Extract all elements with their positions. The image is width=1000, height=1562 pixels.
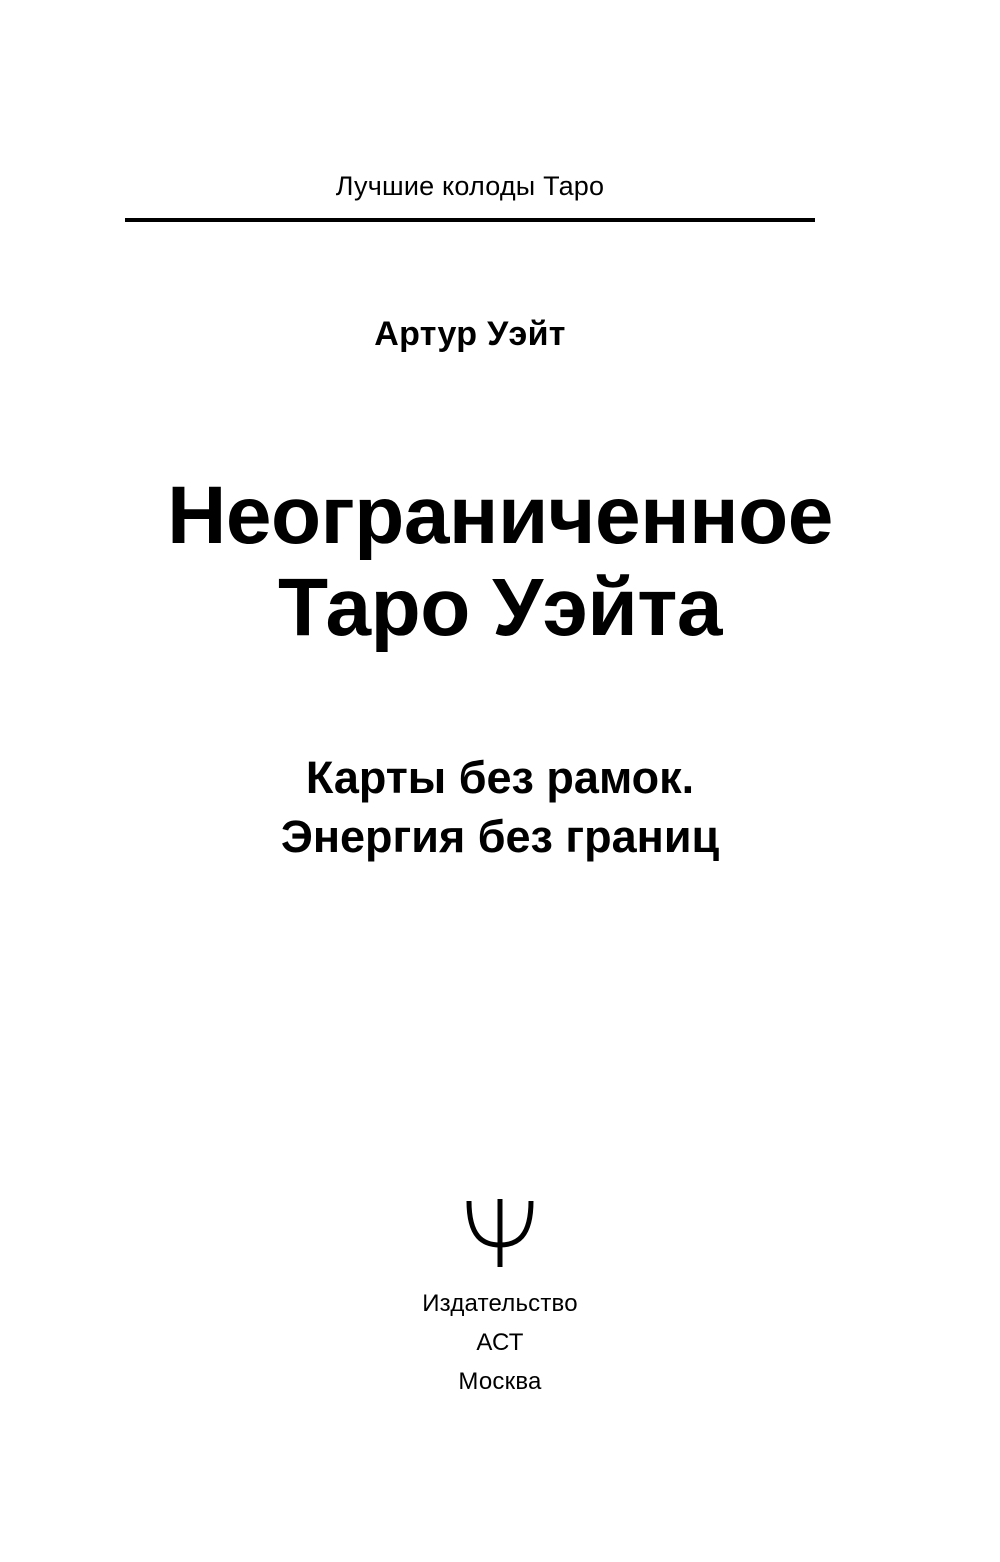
page-title [60, 470, 940, 654]
series-title: Лучшие колоды Таро [335, 171, 605, 201]
author-name: Артур Уэйт [374, 315, 566, 353]
publisher-name: АСТ [476, 1328, 524, 1356]
page-title-line-1: Неограниченное [167, 470, 833, 561]
page-title-line-2: Таро Уэйта [277, 561, 723, 653]
trident-psi-icon [457, 1195, 543, 1271]
page-subtitle-line-2: Энергия без границ [280, 811, 720, 863]
page-subtitle-line-1: Карты без рамок. [305, 752, 695, 803]
publisher-city: Москва [458, 1367, 542, 1395]
page-subtitle [90, 748, 910, 867]
horizontal-rule [125, 218, 815, 222]
publisher-label: Издательство [422, 1290, 578, 1317]
publisher-block [0, 1195, 1000, 1402]
series-block [125, 170, 815, 222]
